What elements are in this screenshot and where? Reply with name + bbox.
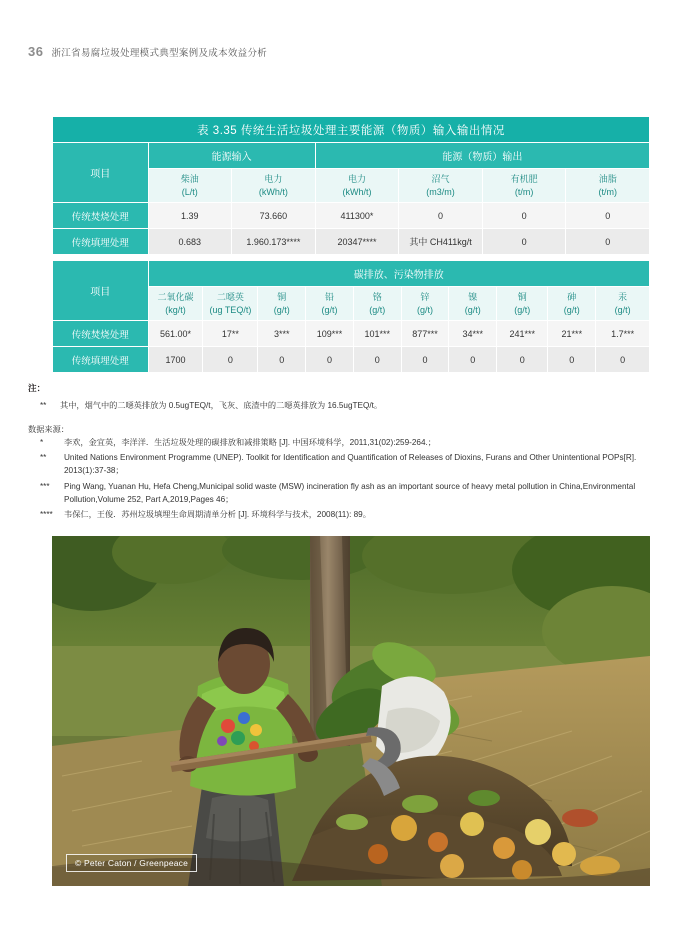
cell: 0 [401,347,449,373]
cell: 0 [548,347,596,373]
emissions-table [52,260,650,373]
cell: 0 [566,203,650,229]
source-marker: ** [40,453,47,463]
cell: 1.960.173**** [232,229,316,255]
cell: 877*** [401,321,449,347]
cell: 561.00* [148,321,203,347]
cell: 73.660 [232,203,316,229]
header-emissions: 碳排放、污染物排放 [148,261,649,287]
cell: 其中 CH411kg/t [399,229,483,255]
subheader-dioxin: 二噁英 (ug TEQ/t) [203,287,258,321]
cell: 0.683 [148,229,232,255]
table-row [53,203,650,229]
row-label-incineration-top: 传统焚烧处理 [53,203,149,229]
notes-section [28,382,668,413]
subheader-copper-1: 铜 (g/t) [258,287,306,321]
energy-io-table [52,116,650,260]
cell: 241*** [497,321,548,347]
cell: 109*** [306,321,354,347]
cell: 0 [482,203,566,229]
table-row [53,321,650,347]
page-number: 36 [28,44,44,59]
subheader-arsenic: 砷 (g/t) [548,287,596,321]
subheader-organic-fertilizer: 有机肥 (t/m) [482,169,566,203]
note-text: 其中，烟气中的二噁英排放为 0.5ugTEQ/t，飞灰、底渣中的二噁英排放为 16.5ugTEQ/t。 [60,400,383,410]
header-energy-input: 能源输入 [148,143,315,169]
source-text: Ping Wang, Yuanan Hu, Hefa Cheng,Municipal solid waste (MSW) incineration fly ash as an important source of heavy metal pollution in China,Environmental Pollution,Volume 252, Part A,2019,Pages 46； [64,481,636,504]
source-text: 韦保仁，王俊．苏州垃圾填埋生命周期清单分析 [J]. 环境科学与技术，2008(11): 89。 [64,510,371,520]
cell: 0 [497,347,548,373]
source-text: United Nations Environment Programme (UNEP). Toolkit for Identification and Quantification of Releases of Dioxins, Furans and Other Unintentional POPs[R]. 2013(1):37-38； [64,453,637,476]
source-item [28,481,668,506]
cell: 0 [399,203,483,229]
cell: 0 [566,229,650,255]
source-marker: * [40,437,44,447]
table-title: 表 3.35 传统生活垃圾处理主要能源（物质）输入输出情况 [53,117,650,143]
table-row [53,347,650,373]
cell: 34*** [449,321,497,347]
subheader-biogas: 沼气 (m3/m) [399,169,483,203]
cell: 17** [203,321,258,347]
compost-photo [52,536,650,886]
sources-section [28,424,668,525]
row-label-landfill-top: 传统填埋处理 [53,229,149,255]
source-item [28,452,668,477]
photo-figure [52,536,650,886]
photo-credit: © Peter Caton / Greenpeace [66,854,197,872]
source-marker: *** [40,481,50,491]
sources-heading: 数据来源： [28,425,69,434]
subheader-mercury: 汞 (g/t) [596,287,650,321]
cell: 21*** [548,321,596,347]
source-marker: **** [40,510,53,520]
cell: 1.7*** [596,321,650,347]
subheader-electricity-in: 电力 (kWh/t) [232,169,316,203]
cell: 0 [596,347,650,373]
table-row [53,229,650,255]
note-item [28,399,668,412]
header-item-top: 项目 [53,143,149,203]
cell: 0 [258,347,306,373]
cell: 0 [353,347,401,373]
cell: 0 [449,347,497,373]
cell: 20347**** [315,229,399,255]
running-header-title: 浙江省易腐垃圾处理模式典型案例及成本效益分析 [51,48,268,59]
source-text: 李欢，金宜英，李洋洋．生活垃圾处理的碳排放和减排策略 [J]. 中国环境科学，2011,31(02):259-264.； [64,437,436,447]
subheader-lead: 铅 (g/t) [306,287,354,321]
source-item [28,437,668,450]
page-header [28,44,267,59]
header-item-bottom: 项目 [53,261,149,321]
subheader-zinc: 锌 (g/t) [401,287,449,321]
subheader-chromium: 铬 (g/t) [353,287,401,321]
subheader-co2: 二氧化碳 (kg/t) [148,287,203,321]
notes-heading: 注： [28,383,46,393]
subheader-diesel: 柴油 (L/t) [148,169,232,203]
note-marker: ** [40,400,47,410]
row-label-landfill-bottom: 传统填埋处理 [53,347,149,373]
cell: 3*** [258,321,306,347]
source-item [28,509,668,522]
row-label-incineration-bottom: 传统焚烧处理 [53,321,149,347]
subheader-electricity-out: 电力 (kWh/t) [315,169,399,203]
subheader-copper-2: 铜 (g/t) [497,287,548,321]
table-spacer [53,255,650,260]
header-energy-output: 能源（物质）输出 [315,143,649,169]
cell: 1700 [148,347,203,373]
cell: 0 [203,347,258,373]
cell: 411300* [315,203,399,229]
subheader-grease: 油脂 (t/m) [566,169,650,203]
cell: 101*** [353,321,401,347]
table-container [52,116,650,373]
cell: 0 [306,347,354,373]
cell: 0 [482,229,566,255]
subheader-nickel: 镍 (g/t) [449,287,497,321]
cell: 1.39 [148,203,232,229]
